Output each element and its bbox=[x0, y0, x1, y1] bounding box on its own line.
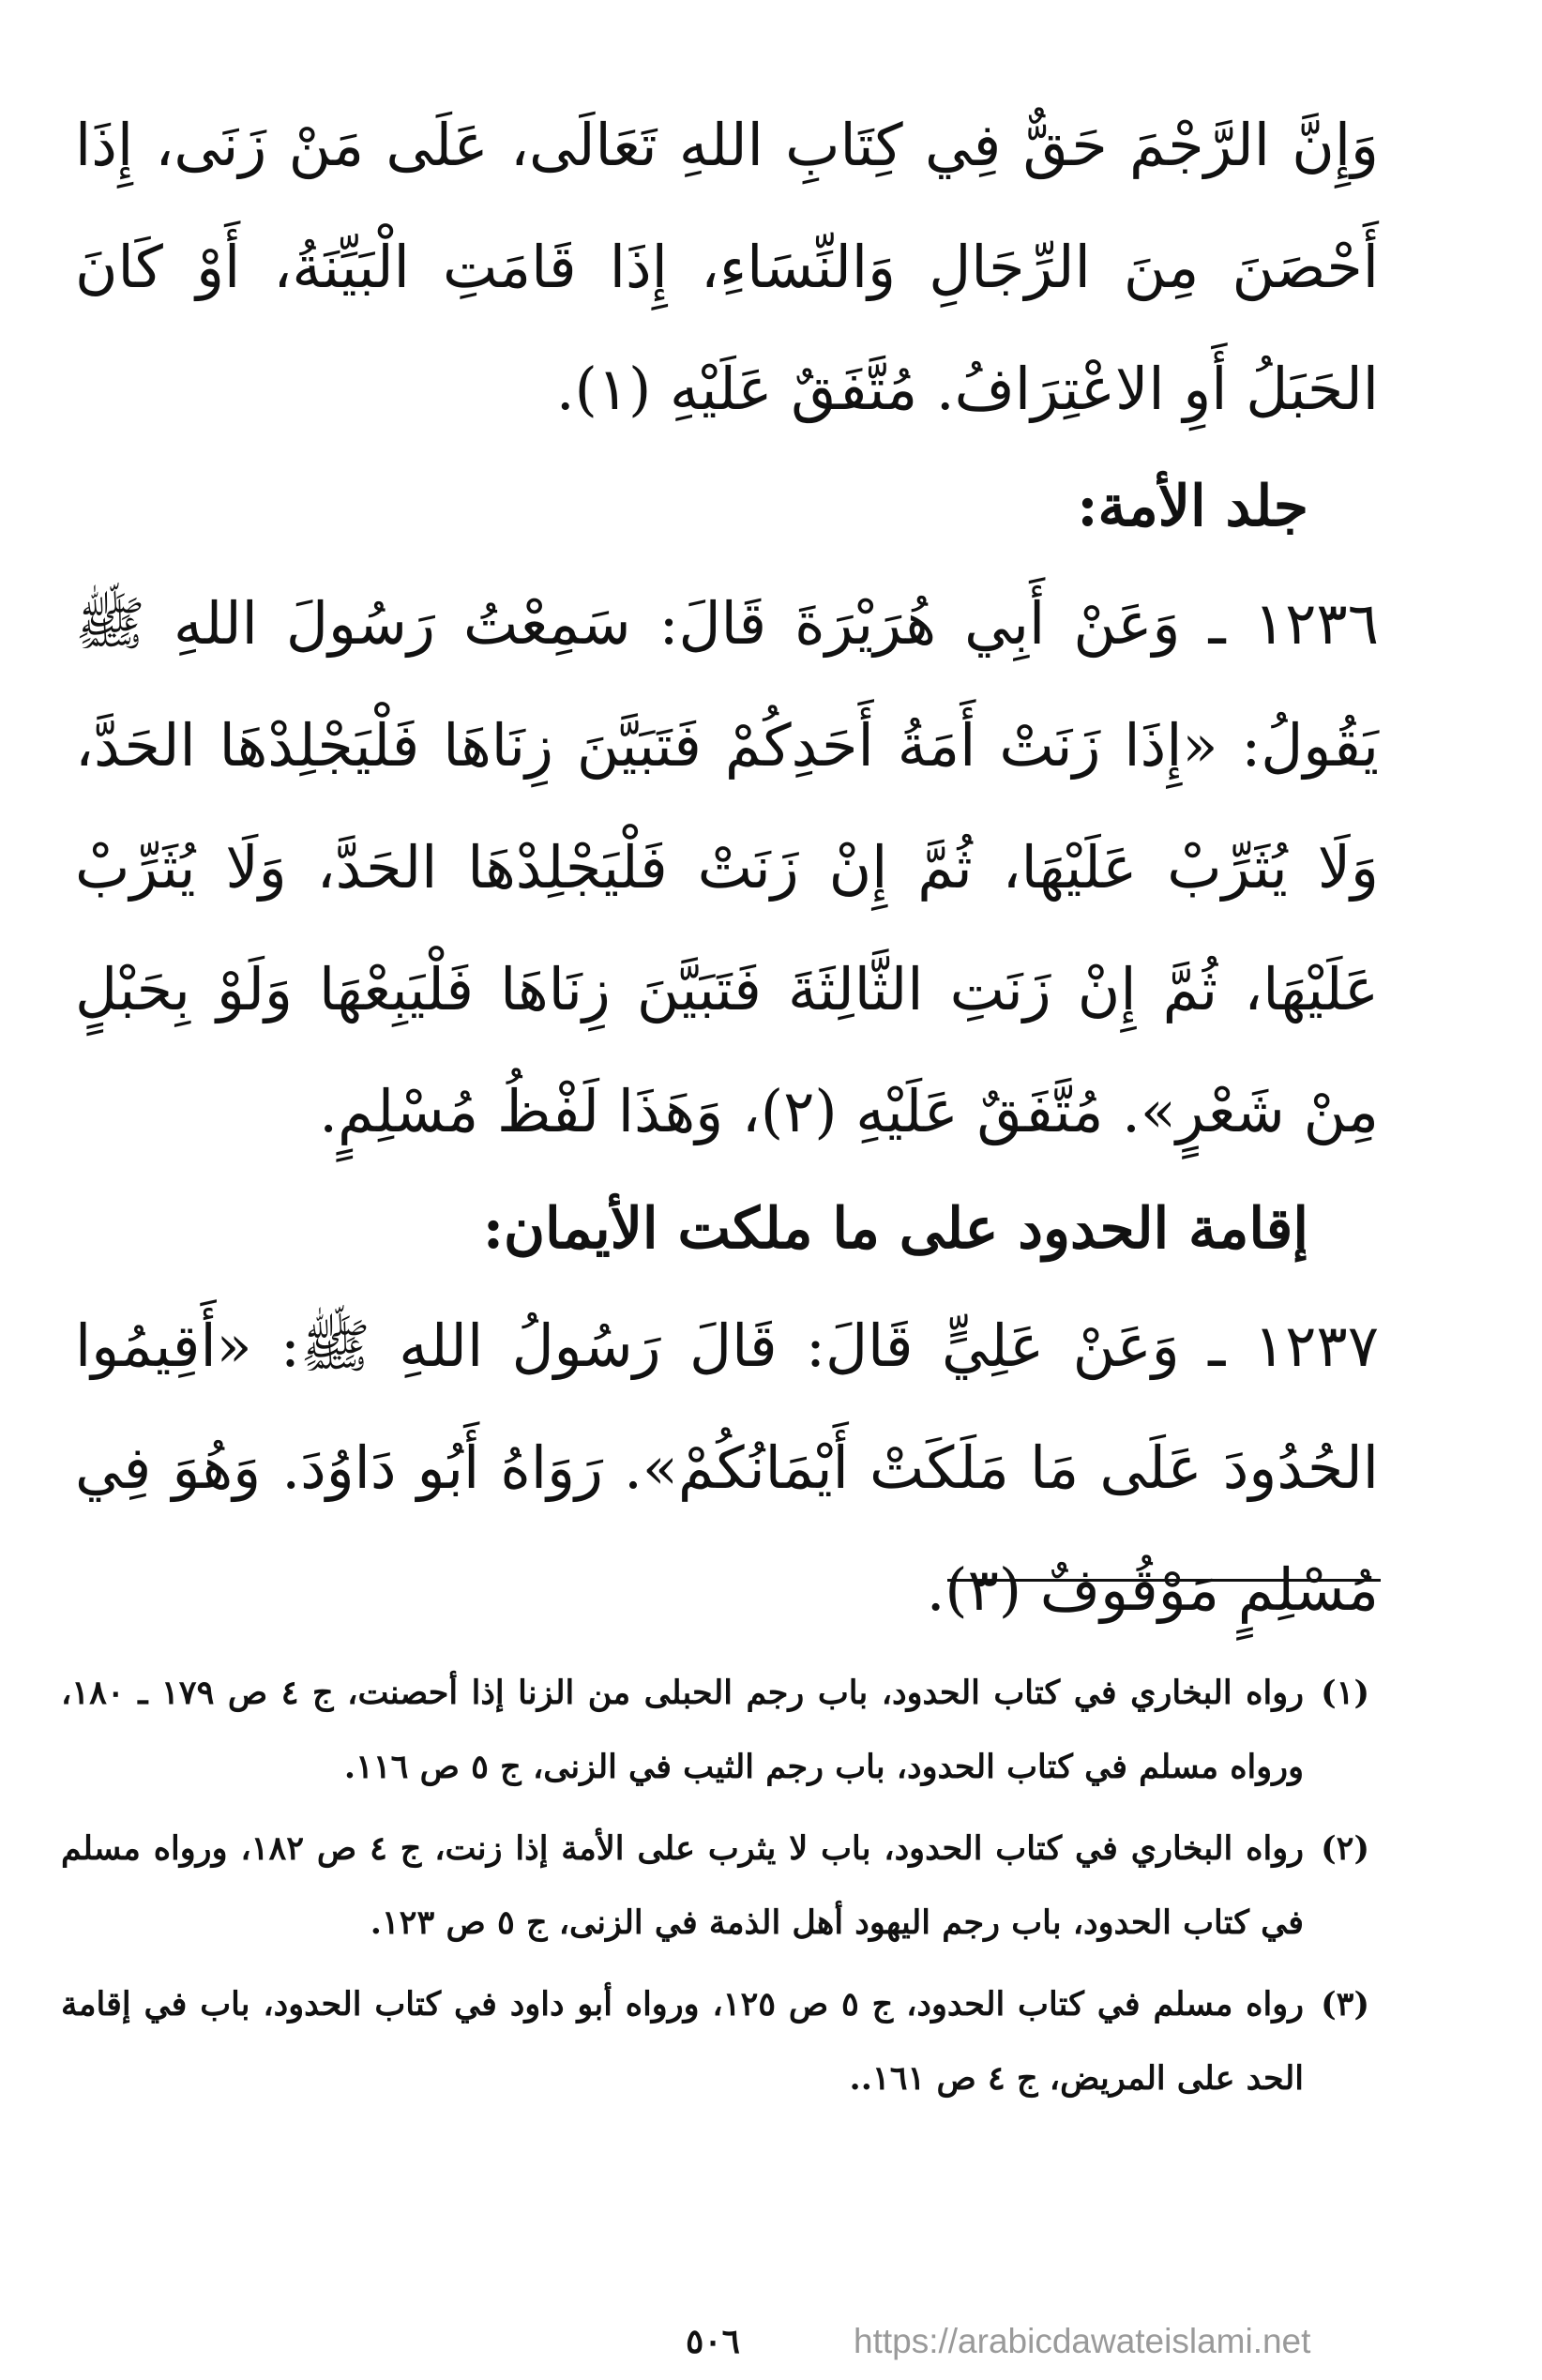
footnote bbox=[61, 1967, 1369, 2115]
footnote-text: رواه البخاري في كتاب الحدود، باب رجم الحبلى من الزنا إذا أحصنت، ج ٤ ص ١٧٩ ـ ١٨٠، ورواه مسلم في كتاب الحدود، باب رجم الثيب في الزنى، ج ٥ ص ١١٦. bbox=[61, 1674, 1304, 1786]
footnote bbox=[61, 1812, 1369, 1960]
watermark-url: https://arabicdawateislami.net bbox=[854, 2322, 1311, 2360]
footnote bbox=[61, 1656, 1369, 1804]
hadith-paragraph: ١٢٣٦ ـ وَعَنْ أَبِي هُرَيْرَةَ قَالَ: سَمِعْتُ رَسُولَ اللهِ ﷺ يَقُولُ: «إِذَا زَنَتْ أَمَةُ أَحَدِكُمْ فَتَبَيَّنَ زِنَاهَا فَلْيَجْلِدْهَا الحَدَّ، وَلَا يُثَرِّبْ عَلَيْهَا، ثُمَّ إِنْ زَنَتْ فَلْيَجْلِدْهَا الحَدَّ، وَلَا يُثَرِّبْ عَلَيْهَا، ثُمَّ إِنْ زَنَتِ الثَّالِثَةَ فَتَبَيَّنَ زِنَاهَا فَلْيَبِعْهَا وَلَوْ بِحَبْلٍ مِنْ شَعْرٍ». مُتَّفَقٌ عَلَيْهِ (٢)، وَهَذَا لَفْظُ مُسْلِمٍ. bbox=[75, 589, 1379, 1145]
footnote-number: (٢) bbox=[1321, 1829, 1369, 1868]
footnote-divider bbox=[947, 1579, 1381, 1582]
section-heading: إقامة الحدود على ما ملكت الأيمان: bbox=[482, 1196, 1308, 1262]
hadith-paragraph: وَإِنَّ الرَّجْمَ حَقٌّ فِي كِتَابِ اللهِ تَعَالَى، عَلَى مَنْ زَنَى، إِذَا أَحْصَنَ مِنَ الرِّجَالِ وَالنِّسَاءِ، إِذَا قَامَتِ الْبَيِّنَةُ، أَوْ كَانَ الحَبَلُ أَوِ الاعْتِرَافُ. مُتَّفَقٌ عَلَيْهِ (١). bbox=[75, 111, 1379, 423]
section-heading: جلد الأمة: bbox=[1077, 474, 1308, 539]
footnotes bbox=[61, 1656, 1369, 2123]
footnote-number: (٣) bbox=[1321, 1985, 1369, 2024]
main-text bbox=[75, 84, 1379, 1651]
page-number: ٥٠٦ bbox=[685, 2322, 740, 2361]
hadith-paragraph: ١٢٣٧ ـ وَعَنْ عَلِيٍّ قَالَ: قَالَ رَسُولُ اللهِ ﷺ: «أَقِيمُوا الحُدُودَ عَلَى مَا مَلَكَتْ أَيْمَانُكُمْ». رَوَاهُ أَبُو دَاوُدَ. وَهُوَ فِي مُسْلِمٍ مَوْقُوفٌ (٣). bbox=[75, 1311, 1379, 1624]
footnote-number: (١) bbox=[1321, 1674, 1369, 1712]
footnote-text: رواه البخاري في كتاب الحدود، باب لا يثرب على الأمة إذا زنت، ج ٤ ص ١٨٢، ورواه مسلم في كتاب الحدود، باب رجم اليهود أهل الذمة في الزنى، ج ٥ ص ١٢٣. bbox=[61, 1829, 1304, 1942]
footnote-text: رواه مسلم في كتاب الحدود، ج ٥ ص ١٢٥، ورواه أبو داود في كتاب الحدود، باب في إقامة الحد على المريض، ج ٤ ص ١٦١.. bbox=[61, 1985, 1305, 2098]
